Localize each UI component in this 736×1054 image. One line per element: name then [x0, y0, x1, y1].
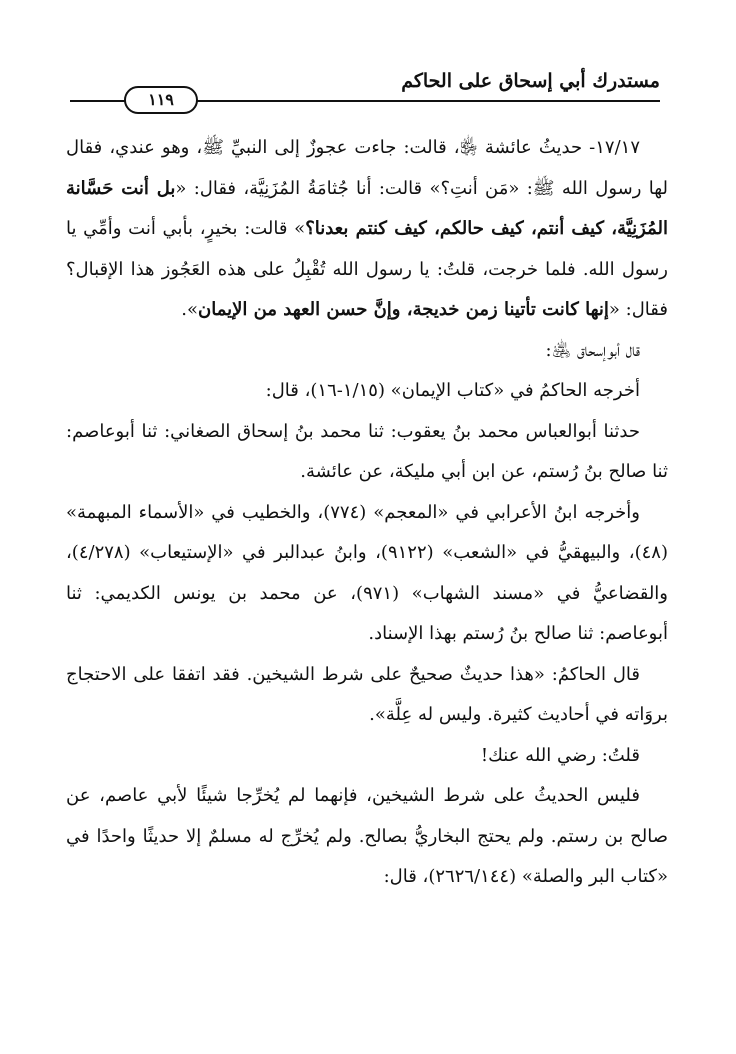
paragraph: [66, 493, 668, 655]
text-run: ».: [181, 299, 198, 320]
page-header: [70, 64, 660, 108]
page-number-badge: ١١٩: [124, 86, 198, 114]
text-run: وأخرجه ابنُ الأعرابي في «المعجم» (٧٧٤)، والخطيب في «الأسماء المبهمة» (٤٨)، والبيهقيُّ في «الشعب» (٩١٢٢)، وابنُ عبدالبر في «الإستيعاب» (٤/٢٧٨)، والقضاعيُّ في «مسند الشهاب» (٩٧١)، عن محمد بن يونس الكديمي: ثنا أبوعاصم: ثنا صالح بنُ رُستم بهذا الإسناد.: [66, 501, 668, 644]
paragraph: [66, 371, 668, 412]
running-title: مستدرك أبي إسحاق على الحاكم: [401, 70, 660, 92]
text-run: حدثنا أبوالعباس محمد بنُ يعقوب: ثنا محمد بنُ إسحاق الصغاني: ثنا أبوعاصم: ثنا صالح بنُ رُستم، عن ابن أبي مليكة، عن عائشة.: [66, 420, 668, 482]
paragraph: [66, 412, 668, 493]
text-run: قال أبوإسحاق ﵁:: [545, 339, 640, 361]
paragraph: [66, 331, 668, 372]
text-run: أخرجه الحاكمُ في «كتاب الإيمان» (١/١٥-١٦)، قال:: [265, 380, 640, 401]
text-run: قال الحاكمُ: «هذا حديثٌ صحيحٌ على شرط الشيخين. فقد اتفقا على الاحتجاج بروَاته في أحاديث كثيرة. وليس له عِلَّة».: [66, 663, 668, 725]
text-run: ١٧/١٧- حديثُ عائشة ﵂، قالت: جاءت عجوزٌ إلى النبيِّ ﷺ، وهو عندي، فقال لها رسول الله ﷺ: «مَن أنتِ؟» قالت: أنا جُثامَةُ المُزَنِيَّة، فقال: «: [66, 137, 668, 199]
text-run: » قالت: بخيرٍ، بأبي أنت وأمِّي يا رسول الله. فلما خرجت، قلتُ: يا رسول الله تُقْبِلُ على هذه العَجُوز هذا الإقبال؟ فقال: «: [66, 218, 668, 320]
bold-text-run: إنها كانت تأتينا زمن خديجة، وإنَّ حسن العهد من الإيمان: [197, 299, 609, 320]
paragraph: [66, 736, 668, 777]
paragraph: [66, 655, 668, 736]
paragraph: [66, 776, 668, 898]
page-body: [66, 128, 668, 898]
paragraph: [66, 128, 668, 331]
text-run: فليس الحديثُ على شرط الشيخين، فإنهما لم يُخرِّجا شيئًا لأبي عاصم، عن صالح بن رستم. ولم يحتج البخاريُّ بصالح. ولم يُخرِّج له مسلمٌ إلا حديثًا واحدًا في «كتاب البر والصلة» (٢٦٢٦/١٤٤)، قال:: [66, 785, 668, 887]
bold-text-run: بل أنت حَسَّانة المُزَنِيَّة، كيف أنتم، كيف حالكم، كيف كنتم بعدنا؟: [66, 177, 668, 239]
text-run: قلتُ: رضي الله عنك!: [480, 744, 640, 766]
